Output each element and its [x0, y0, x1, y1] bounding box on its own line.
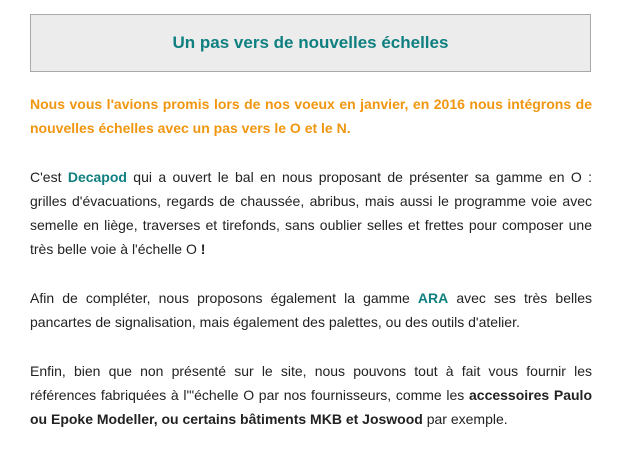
ara-after-text: avec ses très belles pancartes de signalisation, mais également des palettes, ou des outils d'atelier.	[30, 290, 592, 330]
ara-before-text: Afin de compléter, nous proposons également la gamme	[30, 290, 418, 306]
ara-brand: ARA	[417, 290, 449, 306]
suppliers-after-text: par exemple.	[422, 411, 508, 427]
suppliers-highlight: accessoires Paulo ou Epoke Modeller, ou certains bâtiments MKB et Joswood	[30, 387, 592, 427]
decapod-brand: Decapod	[67, 169, 127, 185]
decapod-before-text: C'est	[30, 169, 68, 185]
suppliers-before-text: Enfin, bien que non présenté sur le site, nous pouvons tout à fait vous fournir les références fabriquées à l'"échelle O par nos fournisseurs, comme les	[30, 363, 592, 403]
decapod-paragraph	[30, 165, 592, 261]
ara-paragraph	[30, 286, 592, 334]
decapod-exclaim: !	[196, 241, 206, 257]
page-title: Un pas vers de nouvelles échelles	[172, 33, 449, 52]
intro-paragraph: Nous vous l'avions promis lors de nos voeux en janvier, en 2016 nous intégrons de nouvelles échelles avec un pas vers le O et le N.	[30, 96, 592, 136]
suppliers-paragraph	[30, 359, 592, 431]
article-body	[30, 92, 592, 456]
title-banner	[30, 14, 591, 72]
decapod-body-text: qui a ouvert le bal en nous proposant de présenter sa gamme en O : grilles d'évacuations, regards de chaussée, abribus, mais aussi le programme voie avec semelle en liège, traverses et tirefonds, sans oublier selles et frettes pour composer une très belle voie à l'échelle O	[30, 169, 592, 257]
